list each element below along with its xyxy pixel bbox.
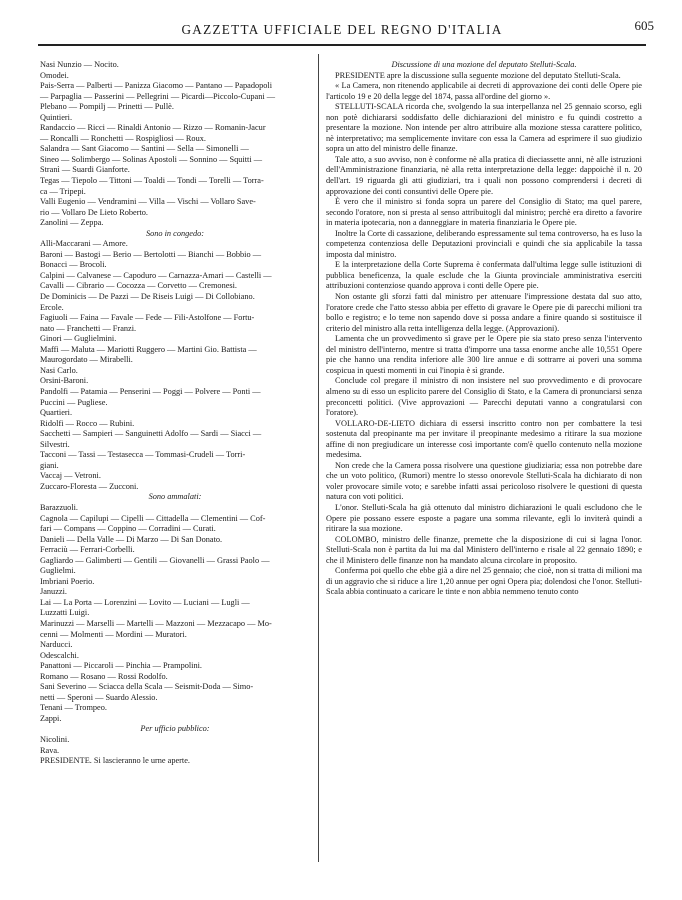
list-line: Maffi — Maluta — Mariotti Ruggero — Martini Gio. Battista — — [40, 344, 257, 354]
list-line: Plebano — Pompilj — Prinetti — Pullè. — [40, 102, 174, 112]
list-line: Zuccaro-Floresta — Zucconi. — [40, 481, 139, 491]
list-line: rio — Vollaro De Lieto Roberto. — [40, 207, 148, 217]
list-line: Calpini — Calvanese — Capoduro — Carnazza-Amari — Castelli — — [40, 270, 272, 280]
list-line: Ridolfi — Rocco — Rubini. — [40, 418, 135, 428]
ammalati-list — [40, 503, 310, 724]
list-line: Fagiuoli — Faina — Favale — Fede — Fili-Astolfone — Fortu- — [40, 313, 255, 323]
list-line: Barazzuoli. — [40, 502, 79, 512]
list-line: Omodei. — [40, 70, 69, 80]
list-line: Imbriani Poerio. — [40, 576, 95, 586]
list-line: Panattoni — Piccaroli — Pinchia — Prampolini. — [40, 661, 202, 671]
list-line: Tenani — Trompeo. — [40, 703, 107, 713]
list-line: nato — Franchetti — Franzi. — [40, 323, 137, 333]
paragraph: Non ostante gli sforzi fatti dal ministro per attenuare l'impressione destata dal suo atto, l'oratore crede che l'atto stesso abbia per effetto di gravare le Opere pie di parecchi milioni tra bollo e registro; e lo teme non sapendo dove si possa andare a finire quando si sostituisce il criterio del ministro alla retta intelligenza della legge. (Approvazioni). — [326, 292, 642, 333]
list-line: Salandra — Sant Giacomo — Santini — Sella — Simonelli — — [40, 144, 249, 154]
list-line: Nasi Nunzio — Nocito. — [40, 60, 119, 69]
list-line: netti — Speroni — Suardo Alessio. — [40, 692, 158, 702]
list-line: Nasi Carlo. — [40, 365, 78, 375]
paragraph: Conferma poi quello che ebbe già a dire nel 25 gennaio; che cioè, non si tratta di milioni ma di un aggravio che si riduce a lire 1,20 annue per ogni Opera pia; dolendosi che l'onor. Stelluti-Scala abbia continuato a caricare le tinte e non abbia nemmeno tenuto conto — [326, 566, 642, 597]
congedo-list — [40, 239, 310, 492]
paragraph: « La Camera, non ritenendo applicabile ai decreti di approvazione dei conti delle Opere pie l'articolo 19 e 20 della legge del 1874, passa all'ordine del giorno ». — [326, 81, 642, 101]
paragraph: Tale atto, a suo avviso, non è conforme nè alla pratica di dieciassette anni, nè alle istruzioni dell'Amministrazione finanziaria, nè alla retta interpretazione della legge: dappoichè il n. 20 dell'art. 19 riguarda gli atti giudiziari, tra i quali non possono comprendersi i decreti di approvazione dei conti consuntivi delle Opere pie. — [326, 154, 642, 196]
list-line: De Dominicis — De Pazzi — De Riseis Luigi — Di Collobiano. — [40, 292, 255, 302]
list-line: Orsini-Baroni. — [40, 376, 89, 386]
list-line: giani. — [40, 460, 59, 470]
paragraph: Inoltre la Corte di cassazione, deliberando espressamente sul tema controverso, ha es luso la competenza contenziosa delle Deputazioni provinciali e quindi che sia applicabile la tassa imposta dal ministro. — [326, 228, 642, 259]
list-line: Zappi. — [40, 713, 62, 723]
list-line: Tacconi — Tassi — Testasecca — Tommasi-Crudeli — Torri- — [40, 450, 246, 460]
list-line: Gagliardo — Galimberti — Gentili — Giovanelli — Grassi Paolo — — [40, 555, 270, 565]
list-line: Marinuzzi — Marselli — Martelli — Mazzoni — Mezzacapo — Mo- — [40, 618, 272, 628]
ufficio-list — [40, 735, 310, 756]
list-line: Sacchetti — Sampieri — Sanguinetti Adolfo — Sardi — Siacci — — [40, 429, 262, 439]
list-line: Ercole. — [40, 302, 64, 312]
list-line: Romano — Rosano — Rossi Rodolfo. — [40, 671, 168, 681]
right-column — [326, 60, 642, 598]
list-line: Pais-Serra — Palberti — Panizza Giacomo — Pantano — Papadopoli — [40, 81, 273, 91]
list-line: Sineo — Solimbergo — Solinas Apostoli — Sonnino — Squitti — — [40, 154, 263, 164]
paragraph: PRESIDENTE apre la discussione sulla seguente mozione del deputato Stelluti-Scala. — [335, 70, 621, 80]
list-line: Nicolini. — [40, 735, 70, 744]
list-line: Randaccio — Ricci — Rinaldi Antonio — Rizzo — Romanin-Jacur — [40, 123, 266, 133]
section-title: Discussione di una mozione del deputato Stelluti-Scala. — [391, 60, 577, 69]
list-line: cenni — Molmenti — Mordini — Muratori. — [40, 629, 187, 639]
page-number: 605 — [634, 18, 654, 33]
closing-statement: PRESIDENTE. Si lascieranno le urne aperte. — [40, 756, 190, 766]
list-line: Luzzatti Luigi. — [40, 608, 90, 618]
ufficio-heading: Per ufficio pubblico: — [140, 724, 210, 734]
list-line: Cavalli — Cibrario — Cocozza — Corvetto — Cremonesi. — [40, 281, 238, 291]
list-line: Sani Severino — Sciacca della Scala — Seismit-Doda — Simo- — [40, 682, 254, 692]
paragraph: Lamenta che un provvedimento sì grave per le Opere pie sia stato preso senza l'intervento del ministro dell'interno, mentre si tratta d'imporre una tassa enorme anche alle 10,551 Opere pie che hanno una rendita inferiore alle 300 lire annue e di sottrarre ai poveri una somma cospicua in questi momenti in cui l'inopia è sì grande. — [326, 334, 642, 375]
header-rule — [38, 44, 646, 46]
page-header — [38, 18, 654, 40]
paragraph: L'onor. Stelluti-Scala ha già ottenuto dal ministro dichiarazioni le quali escludono che le Opere pie possano essere esposte a pagare una somma rilevante, egli lo inviterà quindi a ritirare la sua mozione. — [326, 502, 642, 534]
gazette-title: GAZZETTA UFFICIALE DEL REGNO D'ITALIA — [181, 22, 503, 37]
paragraph: COLOMBO, ministro delle finanze, premette che la disposizione di cui si lagna l'onor. Stelluti-Scala non è partita da lui ma dal Ministero dell'interno e risale al 22 gennaio 1890; e che il Ministero delle finanze non ha mandato alcuna circolare in proposito. — [326, 534, 642, 565]
list-line: ca — Tripepi. — [40, 186, 86, 196]
paragraph: Non crede che la Camera possa risolvere una questione giudiziaria; essa non potrebbe dare che un voto politico, (Rumori) mentre lo stesso onorevole Stelluti-Scala ha dichiarato di non voler provocare simile voto; e sarebbe infatti assai pericoloso risolvere le questioni di questa natura con voti politici. — [326, 460, 642, 502]
list-line: Narducci. — [40, 640, 73, 650]
list-line: Guglielmi. — [40, 566, 76, 576]
list-line: Danieli — Della Valle — Di Marzo — Di San Donato. — [40, 534, 223, 544]
list-line: Baroni — Bastogi — Berio — Bertolotti — Bianchi — Bobbio — — [40, 249, 262, 259]
list-line: Stranì — Suardi Gianforte. — [40, 165, 130, 175]
list-line: Vaccaj — Vetroni. — [40, 471, 101, 481]
paragraph: È vero che il ministro si fonda sopra un parere del Consiglio di Stato; ma quel parere, secondo l'oratore, non si presta al senso attribuitogli dal ministro; perchè era diretto a favorire in materia ipotecaria, non a danneggiare in materia finanziaria le Opere pie. — [326, 197, 642, 228]
list-line: Ginori — Guglielmini. — [40, 334, 117, 344]
list-line: Quintieri. — [40, 112, 73, 122]
list-line: — Parpaglia — Passerini — Pellegrini — Picardi—Piccolo-Cupani — — [40, 91, 276, 101]
list-line: Alli-Maccarani — Amore. — [40, 239, 128, 249]
list-line: Lai — La Porta — Lorenzini — Lovito — Luciani — Lugli — — [40, 597, 250, 607]
list-line: Rava. — [40, 745, 60, 755]
list-line: Quartieri. — [40, 408, 73, 418]
list-line: Ferraciù — Ferrari-Corbelli. — [40, 545, 135, 555]
list-line: fari — Compans — Coppino — Corradini — Curati. — [40, 524, 216, 534]
list-line: Puccini — Pugliese. — [40, 397, 108, 407]
congedo-heading: Sono in congedo: — [145, 228, 205, 238]
list-line: Silvestri. — [40, 439, 70, 449]
voters-list — [40, 60, 310, 229]
list-line: Zanolini — Zeppa. — [40, 218, 104, 228]
list-line: Odescalchi. — [40, 650, 79, 660]
list-line: Cagnola — Capilupi — Cipelli — Cittadella — Clementini — Cof- — [40, 513, 266, 523]
list-line: Valli Eugenio — Vendramini — Villa — Vischi — Vollaro Save- — [40, 197, 256, 207]
list-line: Tegas — Tiepolo — Tittoni — Toaldi — Tondi — Torelli — Torra- — [40, 176, 264, 186]
list-line: Bonacci — Brocoli. — [40, 260, 107, 270]
left-column — [40, 60, 310, 767]
paragraph: STELLUTI-SCALA ricorda che, svolgendo la sua interpellanza nel 25 gennaio scorso, egli non potè dichiararsi soddisfatto delle dichiarazioni del ministro e fu quindi costretto a presentare la mozione. Non intende per altro attribuire alla mozione stessa carattere politico, nè interpretativo; ma semplicemente invitare con essa la Camera ad esprimere il suo giudizio sopra un atto del ministro delle finanze. — [326, 102, 642, 154]
paragraph: VOLLARO-DE-LIETO dichiara di essersi inscritto contro non per combattere la tesi sostenuta dal preopinante ma per invitare il preopinante medesimo a ritirare la sua mozione affine di non pregiudicare un interesse così importante com'è quello contenuto nella mozione medesima. — [326, 418, 642, 460]
paragraph: Conclude col pregare il ministro di non insistere nel suo provvedimento e di provocare almeno su di esso un esplicito parere del Consiglio di Stato, e la Camera di pronunciarsi senza preconcetti politici. (Vive approvazioni — Parecchi deputati vanno a congratularsi con l'oratore). — [326, 376, 642, 418]
paragraph: E la interpretazione della Corte Suprema è confermata dall'ultima legge sulle istituzioni di pubblica beneficenza, la quale esclude che la Giunta provinciale amministrativa eserciti attribuzioni contenziose quando approva i conti delle Opere pie. — [326, 260, 642, 291]
list-line: Maurogordato — Mirabelli. — [40, 355, 133, 365]
list-line: Januzzi. — [40, 587, 67, 597]
list-line: — Roncalli — Ronchetti — Rospigliosi — Roux. — [40, 133, 206, 143]
list-line: Pandolfi — Patamia — Penserini — Poggi — Polvere — Ponti — — [40, 386, 261, 396]
ammalati-heading: Sono ammalati: — [148, 492, 202, 502]
column-divider — [318, 54, 319, 862]
